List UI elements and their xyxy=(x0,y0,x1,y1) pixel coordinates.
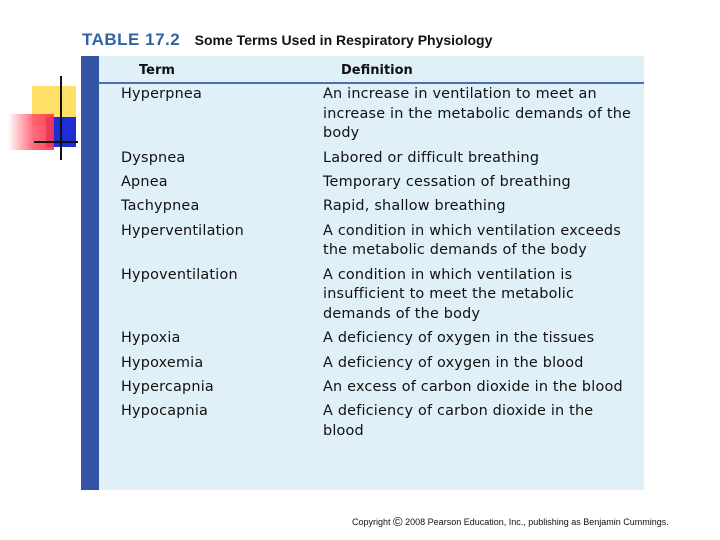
copyright-icon: © xyxy=(393,514,403,529)
table-body xyxy=(81,85,644,442)
term-cell: Hyperventilation xyxy=(121,222,244,239)
column-header-definition: Definition xyxy=(341,63,413,78)
table-row xyxy=(81,354,644,374)
copyright-prefix: Copyright xyxy=(352,517,391,527)
table-row xyxy=(81,329,644,349)
decorative-vertical-line xyxy=(60,76,62,160)
table-row xyxy=(81,378,644,398)
definition-cell: A condition in which ventilation is insufficient to meet the metabolic demands of the body xyxy=(323,266,575,322)
table-row xyxy=(81,266,644,325)
definition-cell: Temporary cessation of breathing xyxy=(323,173,571,190)
term-cell: Tachypnea xyxy=(121,198,200,215)
term-cell: Dyspnea xyxy=(121,149,186,166)
table-caption: Some Terms Used in Respiratory Physiology xyxy=(194,32,493,48)
definition-cell: A deficiency of oxygen in the tissues xyxy=(323,330,595,347)
table-row xyxy=(81,149,644,169)
decorative-horizontal-line xyxy=(34,141,78,143)
definition-cell: Rapid, shallow breathing xyxy=(323,198,506,215)
term-cell: Hypoxia xyxy=(121,330,181,347)
definition-cell: A deficiency of carbon dioxide in the blood xyxy=(323,403,594,440)
definition-cell: A deficiency of oxygen in the blood xyxy=(323,354,584,371)
term-cell: Hypocapnia xyxy=(121,403,209,420)
table-row xyxy=(81,402,644,441)
decorative-red-gradient xyxy=(8,114,54,150)
definition-cell: An increase in ventilation to meet an increase in the metabolic demands of the body xyxy=(323,86,632,142)
term-cell: Hypoventilation xyxy=(121,266,238,283)
table-row xyxy=(81,173,644,193)
terms-table xyxy=(81,56,644,490)
table-heading xyxy=(82,30,492,50)
copyright-notice xyxy=(352,514,669,529)
copyright-text: 2008 Pearson Education, Inc., publishing as Benjamin Cummings. xyxy=(405,517,669,527)
table-row xyxy=(81,85,644,144)
term-cell: Hypercapnia xyxy=(121,379,214,396)
definition-cell: Labored or difficult breathing xyxy=(323,149,540,166)
table-row xyxy=(81,222,644,261)
term-cell: Hyperpnea xyxy=(121,86,202,102)
definition-cell: An excess of carbon dioxide in the blood xyxy=(323,379,623,396)
term-cell: Hypoxemia xyxy=(121,354,204,371)
table-header-row xyxy=(99,56,644,84)
table-number: TABLE 17.2 xyxy=(82,30,181,49)
table-row xyxy=(81,197,644,217)
column-header-term: Term xyxy=(139,63,175,78)
definition-cell: A condition in which ventilation exceeds the metabolic demands of the body xyxy=(323,222,621,259)
term-cell: Apnea xyxy=(121,173,168,190)
